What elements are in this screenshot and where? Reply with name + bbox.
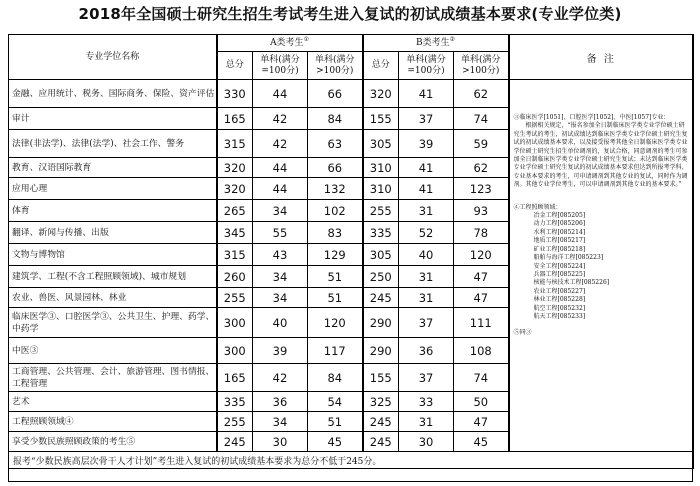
a-single100-cell: 34 xyxy=(253,288,308,308)
major-name: 工商管理、公共管理、会计、旅游管理、图书情报、工程管理 xyxy=(9,364,217,392)
b-total-cell: 335 xyxy=(363,222,399,244)
header-b-total: 总分 xyxy=(363,52,399,80)
a-total-cell: 315 xyxy=(217,244,253,266)
header-a-single100: 单科(满分=100分) xyxy=(253,52,308,80)
b-single100-cell: 37 xyxy=(399,308,454,338)
b-single-over100-cell: 74 xyxy=(454,364,509,392)
a-total-cell: 165 xyxy=(217,108,253,130)
b-single100-cell: 39 xyxy=(399,130,454,158)
major-name: 法律(非法学)、法律(法学)、社会工作、警务 xyxy=(9,130,217,158)
remark-3-head: ③临床医学[1051]、口腔医学[1052]、中医[1057]专业： xyxy=(513,114,670,121)
major-name: 农业、兽医、风景园林、林业 xyxy=(9,288,217,308)
a-single-over100-cell: 51 xyxy=(308,288,363,308)
score-table xyxy=(8,34,694,469)
a-single100-cell: 44 xyxy=(253,80,308,108)
major-name: 审计 xyxy=(9,108,217,130)
b-total-cell: 155 xyxy=(363,108,399,130)
a-total-cell: 245 xyxy=(217,432,253,452)
major-name: 临床医学③、口腔医学③、公共卫生、护理、药学、中药学 xyxy=(9,308,217,338)
a-total-cell: 255 xyxy=(217,412,253,432)
a-single-over100-cell: 120 xyxy=(308,308,363,338)
a-single100-cell: 42 xyxy=(253,364,308,392)
a-single100-cell: 34 xyxy=(253,266,308,288)
a-single-over100-cell: 66 xyxy=(308,80,363,108)
remark-4-item: 航天工程[085233] xyxy=(533,312,586,320)
remark-4-item: 地质工程[085217] xyxy=(533,237,586,245)
a-total-cell: 320 xyxy=(217,178,253,200)
b-single-over100-cell: 120 xyxy=(454,244,509,266)
a-total-cell: 315 xyxy=(217,130,253,158)
b-single100-cell: 41 xyxy=(399,158,454,178)
b-total-cell: 310 xyxy=(363,158,399,178)
major-name: 建筑学、工程(不含工程照顾领域)、城市规划 xyxy=(9,266,217,288)
major-name: 艺术 xyxy=(9,392,217,412)
b-single-over100-cell: 78 xyxy=(454,222,509,244)
b-single100-cell: 37 xyxy=(399,108,454,130)
a-single-over100-cell: 83 xyxy=(308,222,363,244)
a-single-over100-cell: 129 xyxy=(308,244,363,266)
a-total-cell: 330 xyxy=(217,80,253,108)
remark-4-head: ④工程照顾领域： xyxy=(513,203,562,211)
remark-4-item: 兵器工程[085225] xyxy=(533,270,586,278)
a-single100-cell: 42 xyxy=(253,130,308,158)
a-single-over100-cell: 102 xyxy=(308,200,363,222)
b-single-over100-cell: 47 xyxy=(454,412,509,432)
table-row xyxy=(9,80,694,108)
a-single-over100-cell: 84 xyxy=(308,108,363,130)
b-total-cell: 305 xyxy=(363,130,399,158)
a-single100-cell: 39 xyxy=(253,338,308,364)
b-single100-cell: 41 xyxy=(399,178,454,200)
header-remarks: 备 注 xyxy=(509,35,694,80)
a-single100-cell: 34 xyxy=(253,200,308,222)
page-title: 2018年全国硕士研究生招生考试考生进入复试的初试成绩基本要求(专业学位类) xyxy=(78,5,622,23)
remark-5: ⑤同③ xyxy=(513,329,532,337)
a-single100-cell: 34 xyxy=(253,412,308,432)
remark-4-item: 船舶与海洋工程[085223] xyxy=(533,254,604,262)
a-single100-cell: 43 xyxy=(253,244,308,266)
b-single-over100-cell: 62 xyxy=(454,158,509,178)
remark-4-item: 冶金工程[085205] xyxy=(533,212,586,220)
header-major-name: 专业学位名称 xyxy=(9,35,217,80)
remark-4-item: 动力工程[085206] xyxy=(533,220,586,228)
b-single100-cell: 33 xyxy=(399,392,454,412)
a-single-over100-cell: 54 xyxy=(308,392,363,412)
major-name: 工程照顾领域④ xyxy=(9,412,217,432)
b-total-cell: 325 xyxy=(363,392,399,412)
b-single-over100-cell: 50 xyxy=(454,392,509,412)
header-b-group: B类考生② xyxy=(363,35,509,52)
header-b-single100: 单科(满分=100分) xyxy=(399,52,454,80)
b-total-cell: 255 xyxy=(363,200,399,222)
b-single-over100-cell: 108 xyxy=(454,338,509,364)
b-total-cell: 250 xyxy=(363,266,399,288)
header-b-single-over100: 单科(满分>100分) xyxy=(454,52,509,80)
b-single-over100-cell: 111 xyxy=(454,308,509,338)
b-total-cell: 290 xyxy=(363,338,399,364)
a-total-cell: 335 xyxy=(217,392,253,412)
a-total-cell: 320 xyxy=(217,158,253,178)
a-single100-cell: 36 xyxy=(253,392,308,412)
remark-4-item: 核能与核技术工程[085226] xyxy=(533,279,610,287)
b-single100-cell: 30 xyxy=(399,432,454,452)
b-single100-cell: 31 xyxy=(399,266,454,288)
a-total-cell: 260 xyxy=(217,266,253,288)
a-single100-cell: 30 xyxy=(253,432,308,452)
a-total-cell: 300 xyxy=(217,308,253,338)
a-total-cell: 345 xyxy=(217,222,253,244)
remarks-cell xyxy=(509,80,694,452)
footer-note: 报考“少数民族高层次骨干人才计划”考生进入复试的初试成绩基本要求为总分不低于245分。 xyxy=(9,452,694,469)
b-single-over100-cell: 47 xyxy=(454,266,509,288)
a-total-cell: 265 xyxy=(217,200,253,222)
b-single100-cell: 31 xyxy=(399,200,454,222)
header-a-single-over100: 单科(满分>100分) xyxy=(308,52,363,80)
b-single100-cell: 41 xyxy=(399,80,454,108)
a-total-cell: 165 xyxy=(217,364,253,392)
b-single100-cell: 31 xyxy=(399,288,454,308)
major-name: 体育 xyxy=(9,200,217,222)
a-single-over100-cell: 117 xyxy=(308,338,363,364)
a-single-over100-cell: 51 xyxy=(308,266,363,288)
major-name: 金融、应用统计、税务、国际商务、保险、资产评估 xyxy=(9,80,217,108)
a-single-over100-cell: 63 xyxy=(308,130,363,158)
major-name: 教育、汉语国际教育 xyxy=(9,158,217,178)
b-total-cell: 320 xyxy=(363,80,399,108)
a-single100-cell: 44 xyxy=(253,158,308,178)
remark-4-item: 矿业工程[085218] xyxy=(533,245,586,253)
b-single-over100-cell: 47 xyxy=(454,288,509,308)
b-single-over100-cell: 74 xyxy=(454,108,509,130)
b-single100-cell: 40 xyxy=(399,244,454,266)
b-single100-cell: 31 xyxy=(399,412,454,432)
b-total-cell: 245 xyxy=(363,432,399,452)
a-single100-cell: 44 xyxy=(253,178,308,200)
b-single-over100-cell: 93 xyxy=(454,200,509,222)
remark-4-item: 安全工程[085224] xyxy=(533,262,586,270)
b-single100-cell: 52 xyxy=(399,222,454,244)
a-single-over100-cell: 66 xyxy=(308,158,363,178)
a-single-over100-cell: 51 xyxy=(308,412,363,432)
major-name: 翻译、新闻与传播、出版 xyxy=(9,222,217,244)
b-total-cell: 245 xyxy=(363,412,399,432)
b-total-cell: 290 xyxy=(363,308,399,338)
major-name: 应用心理 xyxy=(9,178,217,200)
remark-4-item: 林业工程[085228] xyxy=(533,296,586,304)
a-single-over100-cell: 84 xyxy=(308,364,363,392)
header-a-total: 总分 xyxy=(217,52,253,80)
remark-4-item: 农业工程[085227] xyxy=(533,287,586,295)
b-single-over100-cell: 59 xyxy=(454,130,509,158)
b-single100-cell: 37 xyxy=(399,364,454,392)
b-total-cell: 245 xyxy=(363,288,399,308)
a-single100-cell: 40 xyxy=(253,308,308,338)
a-single100-cell: 55 xyxy=(253,222,308,244)
remark-4-item: 水利工程[085214] xyxy=(533,228,586,236)
a-single-over100-cell: 45 xyxy=(308,432,363,452)
a-total-cell: 255 xyxy=(217,288,253,308)
remark-3-body: 根据相关规定，“报名参加全日制临床医学类专业学位硕士研究生考试的考生，初试成绩达到临床医学类专业学位硕士研究生复试的初试成绩基本要求，以及接受报考其他全日制临床医学类专业学位硕士研究生招生单位调剂的，复试合格，同意调剂的考生可参加全日制临床医学类专业学位硕士研究生复试；未达到临床医学类专业学位硕士研究生复试的初试成绩基本要求但达到所报考学科、专业基本要求的考生，可申请调剂到其他专业的复试，同时作为调剂。其他专业学位考生，可以申请调剂到其他专业的基本要求。” xyxy=(513,122,688,189)
b-single-over100-cell: 123 xyxy=(454,178,509,200)
b-total-cell: 310 xyxy=(363,178,399,200)
header-a-group: A类考生① xyxy=(217,35,363,52)
b-single100-cell: 36 xyxy=(399,338,454,364)
b-single-over100-cell: 62 xyxy=(454,80,509,108)
a-single100-cell: 42 xyxy=(253,108,308,130)
major-name: 文物与博物馆 xyxy=(9,244,217,266)
a-total-cell: 300 xyxy=(217,338,253,364)
remark-4-item: 航空工程[085232] xyxy=(533,304,586,312)
b-single-over100-cell: 45 xyxy=(454,432,509,452)
a-single-over100-cell: 132 xyxy=(308,178,363,200)
b-total-cell: 155 xyxy=(363,364,399,392)
major-name: 中医③ xyxy=(9,338,217,364)
b-total-cell: 305 xyxy=(363,244,399,266)
major-name: 享受少数民族照顾政策的考生⑤ xyxy=(9,432,217,452)
